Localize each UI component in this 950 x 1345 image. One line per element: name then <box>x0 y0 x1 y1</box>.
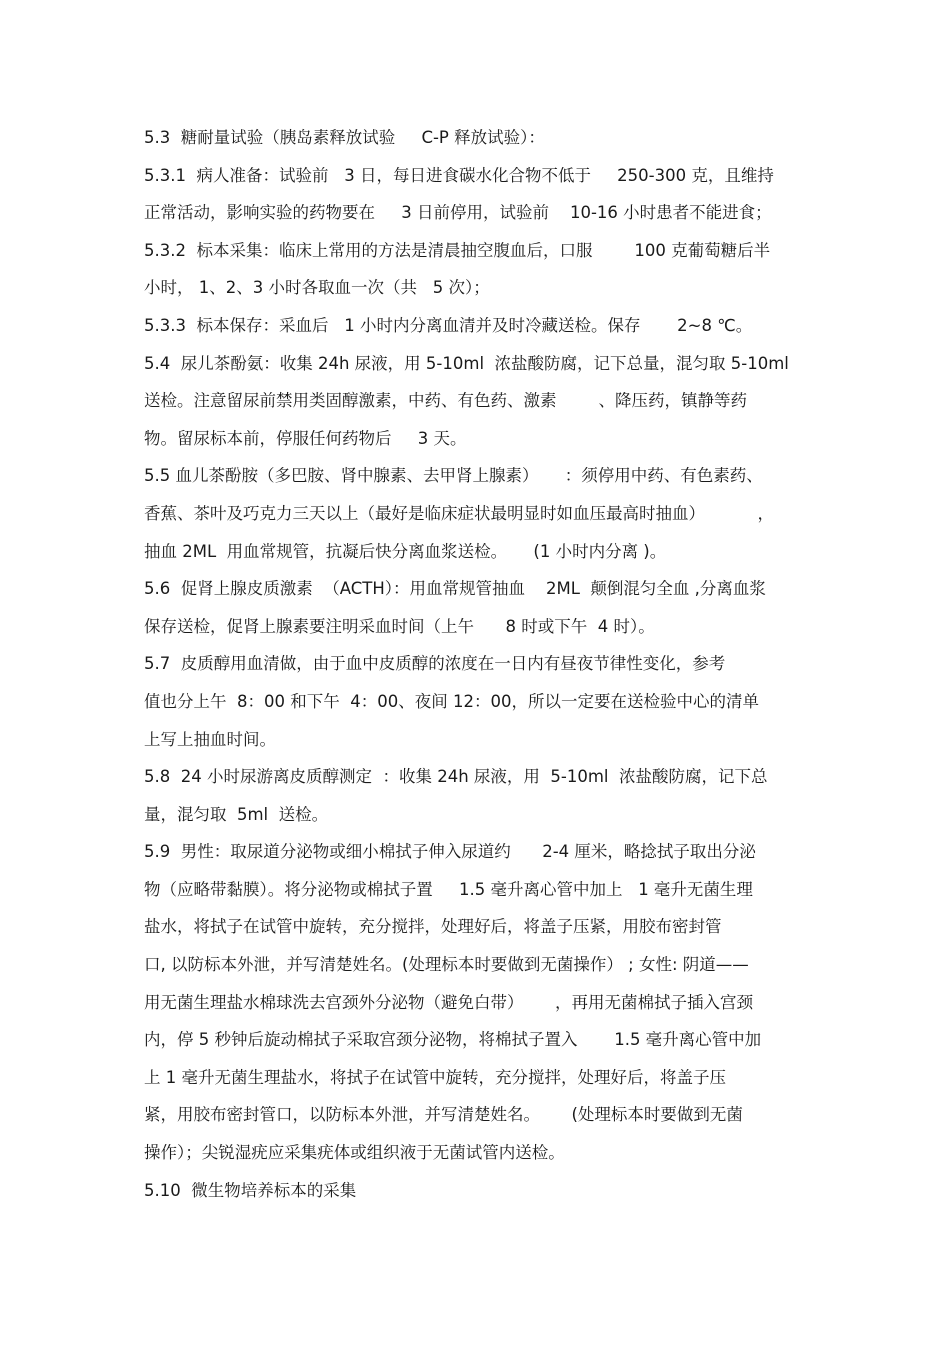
section-5-9-line-2: 物（应略带黏膜）。将分泌物或棉拭子置 1.5 毫升离心管中加上 1 毫升无菌生理 <box>144 879 753 899</box>
section-5-9-line-9: 操作）；尖锐湿疣应采集疣体或组织液于无菌试管内送检。 <box>144 1143 565 1163</box>
section-5-8-line-1: 5.8 24 小时尿游离皮质醇测定 ：收集 24h 尿液，用 5-10ml 浓盐酸防腐，记下总 <box>144 767 768 787</box>
section-5-7-line-1: 5.7 皮质醇用血清做，由于血中皮质醇的浓度在一日内有昼夜节律性变化，参考 <box>144 654 726 674</box>
section-5-5-line-1: 5.5 血儿茶酚胺（多巴胺、肾中腺素、去甲肾上腺素） ：须停用中药、有色素药、 <box>144 466 763 486</box>
section-5-3-3-line: 5.3.3 标本保存：采血后 1 小时内分离血清并及时冷藏送检。保存 2~8 ℃。 <box>144 315 753 335</box>
section-5-8-line-2: 量，混匀取 5ml 送检。 <box>144 804 329 824</box>
section-5-9-line-5: 用无菌生理盐水棉球洗去宫颈外分泌物（避免白带） ，再用无菌棉拭子插入宫颈 <box>144 992 753 1012</box>
section-5-7-line-2: 值也分上午 8：00 和下午 4：00、夜间 12：00，所以一定要在送检验中心的清单 <box>144 691 759 711</box>
section-5-6-line-1: 5.6 促肾上腺皮质激素 （ACTH）：用血常规管抽血 2ML 颠倒混匀全血 ,分离血浆 <box>144 579 766 599</box>
section-5-9-line-7: 上 1 毫升无菌生理盐水，将拭子在试管中旋转，充分搅拌，处理好后，将盖子压 <box>144 1067 726 1087</box>
section-5-10-heading: 5.10 微生物培养标本的采集 <box>144 1180 357 1200</box>
section-5-5-line-2: 香蕉、茶叶及巧克力三天以上（最好是临床症状最明显时如血压最高时抽血） ， <box>144 503 774 523</box>
section-5-3-1-line-2: 正常活动，影响实验的药物要在 3 日前停用，试验前 10-16 小时患者不能进食； <box>144 203 772 223</box>
section-5-5-line-3: 抽血 2ML 用血常规管，抗凝后快分离血浆送检。 (1 小时内分离 )。 <box>144 541 667 561</box>
section-5-6-line-2: 保存送检，促肾上腺素要注明采血时间（上午 8 时或下午 4 时）。 <box>144 616 655 636</box>
document-body <box>144 119 824 1209</box>
section-5-9-line-3: 盐水，将拭子在试管中旋转，充分搅拌，处理好后，将盖子压紧，用胶布密封管 <box>144 917 722 937</box>
section-5-3-2-line-1: 5.3.2 标本采集：临床上常用的方法是清晨抽空腹血后，口服 100 克葡萄糖后半 <box>144 240 771 260</box>
section-5-9-line-1: 5.9 男性：取尿道分泌物或细小棉拭子伸入尿道约 2-4 厘米，略捻拭子取出分泌 <box>144 842 756 862</box>
section-5-4-line-1: 5.4 尿儿茶酚氨：收集 24h 尿液，用 5-10ml 浓盐酸防腐，记下总量，混匀取 5-10ml <box>144 353 789 373</box>
section-5-7-line-3: 上写上抽血时间。 <box>144 729 276 749</box>
section-5-3-heading: 5.3 糖耐量试验（胰岛素释放试验 C-P 释放试验）： <box>144 128 545 147</box>
section-5-4-line-3: 物。留尿标本前，停服任何药物后 3 天。 <box>144 428 467 448</box>
section-5-9-line-8: 紧，用胶布密封管口，以防标本外泄，并写清楚姓名。 (处理标本时要做到无菌 <box>144 1105 743 1125</box>
section-5-9-line-6: 内，停 5 秒钟后旋动棉拭子采取宫颈分泌物，将棉拭子置入 1.5 毫升离心管中加 <box>144 1030 762 1050</box>
section-5-3-1-line-1: 5.3.1 病人准备：试验前 3 日，每日进食碳水化合物不低于 250-300 克，且维持 <box>144 165 774 185</box>
section-5-3-2-line-2: 小时， 1、2、3 小时各取血一次（共 5 次）； <box>144 278 490 298</box>
section-5-9-line-4: 口, 以防标本外泄，并写清楚姓名。(处理标本时要做到无菌操作） ; 女性: 阴道—— <box>144 955 749 975</box>
section-5-4-line-2: 送检。注意留尿前禁用类固醇激素，中药、有色药、激素 、降压药，镇静等药 <box>144 391 747 411</box>
